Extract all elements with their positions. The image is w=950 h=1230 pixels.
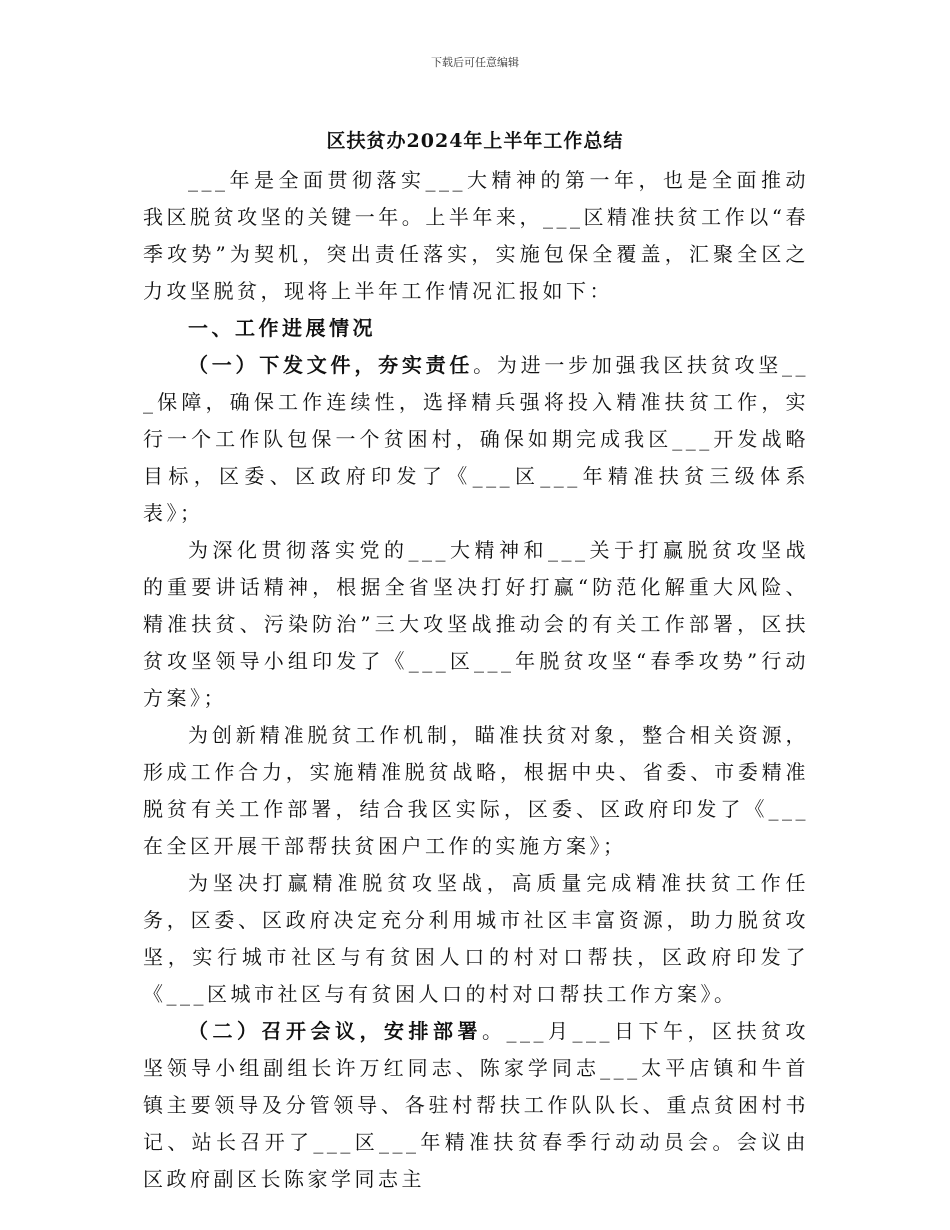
page-header-note: 下载后可任意编辑 [431, 56, 519, 69]
item-2-paragraph [143, 1013, 809, 1198]
paragraph-3: 为创新精准脱贫工作机制，瞄准扶贫对象，整合相关资源，形成工作合力，实施精准脱贫战略，根据中央、省委、市委精准脱贫有关工作部署，结合我区实际，区委、区政府印发了《___在全区开展干部帮扶贫困户工作的实施方案》； [143, 723, 809, 858]
item-2-lead: （二）召开会议，安排部署 [188, 1019, 482, 1043]
item-1-paragraph [143, 347, 809, 532]
intro-paragraph: ___年是全面贯彻落实___大精神的第一年，也是全面推动我区脱贫攻坚的关键一年。上半年来，___区精准扶贫工作以“春季攻势”为契机，突出责任落实，实施包保全覆盖，汇聚全区之力攻坚脱贫，现将上半年工作情况汇报如下： [143, 168, 809, 303]
paragraph-4: 为坚决打赢精准脱贫攻坚战，高质量完成精准扶贫工作任务，区委、区政府决定充分利用城市社区丰富资源，助力脱贫攻坚，实行城市社区与有贫困人口的村对口帮扶，区政府印发了《___区城市社区与有贫困人口的村对口帮扶工作方案》。 [143, 871, 809, 1006]
paragraph-2: 为深化贯彻落实党的___大精神和___关于打赢脱贫攻坚战的重要讲话精神，根据全省坚决打好打赢“防范化解重大风险、精准扶贫、污染防治”三大攻坚战推动会的有关工作部署，区扶贫攻坚领导小组印发了《___区___年脱贫攻坚“春季攻势”行动方案》； [143, 538, 809, 710]
section-heading-work-progress: 一、工作进展情况 [188, 316, 376, 340]
item-2-text: 。___月___日下午，区扶贫攻坚领导小组副组长许万红同志、陈家学同志___太平店镇和牛首镇主要领导及分管领导、各驻村帮扶工作队队长、重点贫困村书记、站长召开了___区___年精准扶贫春季行动动员会。会议由区政府副区长陈家学同志主 [143, 1019, 809, 1191]
item-1-lead: （一）下发文件，夯实责任 [188, 353, 474, 377]
document-body [143, 162, 809, 1198]
document-title: 区扶贫办2024年上半年工作总结 [326, 130, 624, 152]
item-1-text: 。为进一步加强我区扶贫攻坚___保障，确保工作连续性，选择精兵强将投入精准扶贫工作，实行一个工作队包保一个贫困村，确保如期完成我区___开发战略目标，区委、区政府印发了《___区___年精准扶贫三级体系表》； [143, 353, 810, 525]
